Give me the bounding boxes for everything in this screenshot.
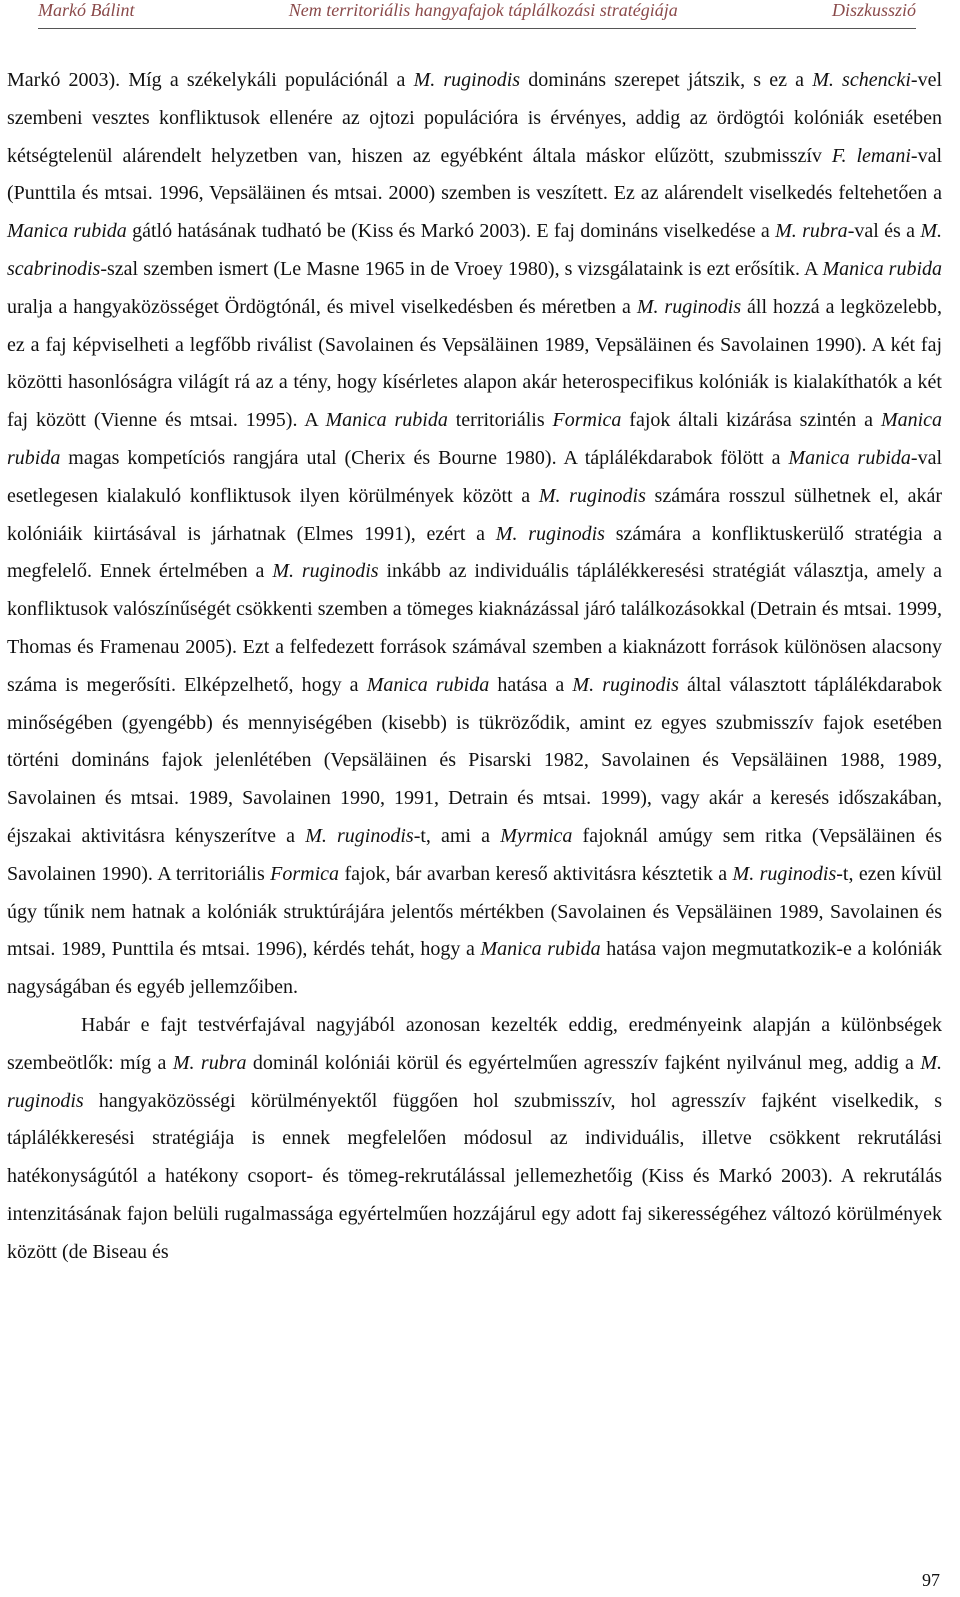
text-run: -val (Punttila és mtsai. 1996, Vepsäläinen és mtsai. 2000) szemben is veszített. Ez az alárendelt viselkedés feltehetően a	[7, 144, 943, 205]
text-run: Habár e fajt testvérfajával nagyjából azonosan kezelték eddig, eredményeink alapján a különbségek szembeötlők: míg a	[7, 1013, 942, 1074]
text-run: gátló hatásának tudható be (Kiss és Markó 2003). E faj domináns viselkedése a	[126, 220, 776, 243]
species-name: Formica	[552, 409, 622, 432]
text-run: -val és a	[847, 220, 921, 243]
species-name: Manica rubida	[788, 446, 911, 469]
paragraph	[7, 1007, 942, 1272]
species-name: M. scabrinodis	[7, 220, 942, 280]
text-run: hatása a	[489, 673, 573, 696]
running-header	[38, 0, 916, 29]
species-name: Myrmica	[500, 824, 573, 847]
text-run: számára a konfliktuskerülő stratégia a megfelelő. Ennek értelmében a	[7, 522, 942, 583]
species-name: M. ruginodis	[538, 484, 646, 507]
paragraph	[7, 62, 942, 1007]
text-run: -val esetlegesen kialakuló konfliktusok ilyen körülmények között a	[7, 446, 942, 507]
text-run: domináns szerepet játszik, s ez a	[520, 69, 813, 91]
text-run: dominál kolóniái körül és egyértelműen agresszív fajként nyilvánul meg, addig a	[246, 1051, 921, 1074]
text-run: fajoknál amúgy sem ritka (Vepsäläinen és Savolainen 1990). A territoriális	[7, 824, 942, 885]
species-name: M. ruginodis	[636, 295, 742, 318]
species-name: M. rubra	[172, 1051, 247, 1074]
header-author: Markó Bálint	[38, 0, 135, 20]
species-name: M. rubra	[775, 220, 848, 243]
text-run: által választott táplálékdarabok minőségében (gyengébb) és mennyiségében (kisebb) is tükröződik, amint ez egyes szubmisszív fajok esetében történi domináns fajok jelenlétében (Vepsäläinen és Pisarski 1982, Savolainen és Vepsäläinen 1988, 1989, Savolainen és mtsai. 1989, Savolainen 1990, 1991, Detrain és mtsai. 1999), vagy akár a keresés időszakában, éjszakai aktivitásra kényszerítve a	[7, 673, 942, 847]
species-name: Manica rubida	[822, 257, 943, 280]
species-name: M. ruginodis	[305, 824, 414, 847]
species-name: M. ruginodis	[413, 69, 521, 91]
species-name: Formica	[270, 862, 340, 885]
species-name: M. ruginodis	[732, 862, 837, 885]
text-run: magas kompetíciós rangjára utal (Cherix és Bourne 1980). A táplálékdarabok fölött a	[60, 446, 789, 469]
text-run: hangyaközösségi körülményektől függően hol szubmisszív, hol agresszív fajként viselkedik, s táplálékkeresési stratégiája is ennek megfelelően módosul az individuális, illetve csökkent rekrutálási hatékonyságútól a hatékony csoport- és tömeg-rekrutálással jellemezhetőig (Kiss és Markó 2003). A rekrutálás intenzitásának fajon belüli rugalmassága egyértelműen hozzájárul egy adott faj sikerességéhez változó körülmények között (de Biseau és	[7, 1089, 942, 1263]
text-run: uralja a hangyaközösséget Ördögtónál, és mivel viselkedésben és méretben a	[7, 295, 637, 318]
species-name: M. ruginodis	[272, 560, 379, 583]
header-section: Diszkusszió	[831, 0, 916, 20]
text-run: -szal szemben ismert (Le Masne 1965 in de Vroey 1980), s vizsgálataink is ezt erősítik. A	[100, 257, 823, 280]
text-run: -t, ezen kívül úgy tűnik nem hatnak a kolóniák struktúrájára jelentős mértékben (Savolainen és Vepsäläinen 1989, Savolainen és mtsai. 1989, Punttila és mtsai. 1996), kérdés tehát, hogy a	[7, 862, 942, 961]
species-name: Manica rubida	[480, 938, 601, 961]
species-name: Manica rubida	[7, 220, 127, 243]
species-name: M. ruginodis	[572, 673, 679, 696]
species-name: Manica rubida	[366, 673, 490, 696]
species-name: M. schencki	[812, 69, 911, 91]
species-name: F. lemani	[831, 144, 911, 167]
page-number: 97	[922, 1570, 940, 1590]
text-run: -t, ami a	[413, 824, 501, 847]
header-title: Nem territoriális hangyafajok táplálkozási stratégiája	[288, 0, 678, 20]
species-name: M. ruginodis	[7, 1051, 943, 1112]
text-run: Markó 2003). Míg a székelykáli populációnál a	[7, 69, 414, 91]
text-run: territoriális	[447, 409, 553, 432]
text-run: hatása vajon megmutatkozik-e a kolóniák nagyságában és egyéb jellemzőiben.	[7, 938, 942, 999]
text-run: áll hozzá a legközelebb, ez a faj képviselheti a legfőbb riválist (Savolainen és Vepsäläinen 1989, Vepsäläinen és Savolainen 1990). A két faj közötti hasonlóságra világít rá az a tény, hogy kísérletes alapon akár heterospecifikus kolóniák is kialakíthatók a két faj között (Vienne és mtsai. 1995). A	[7, 295, 943, 432]
body-text	[7, 62, 942, 1272]
species-name: Manica rubida	[7, 409, 943, 469]
text-run: -vel szembeni vesztes konfliktusok ellenére az ojtozi populációra is érvényes, addig az ördögtói kolóniák esetében kétségtelenül alárendelt helyzetben van, hiszen az egyébként általa máskor elűzött, szubmisszív	[7, 69, 942, 167]
species-name: Manica rubida	[325, 409, 448, 432]
text-run: fajok általi kizárása szintén a	[621, 409, 881, 432]
text-run: számára rosszul sülhetnek el, akár kolóniáik kiirtásával is járhatnak (Elmes 1991), ezért a	[7, 484, 942, 545]
text-run: inkább az individuális táplálékkeresési stratégiát választja, amely a konfliktusok valószínűségét csökkenti szemben a tömeges kiaknázással járó találkozásokkal (Detrain és mtsai. 1999, Thomas és Framenau 2005). Ezt a felfedezett források számával szemben a kiaknázott források különösen alacsony száma is megerősíti. Elképzelhető, hogy a	[7, 560, 943, 696]
text-run: fajok, bár avarban kereső aktivitásra késztetik a	[339, 862, 733, 885]
species-name: M. ruginodis	[495, 522, 605, 545]
